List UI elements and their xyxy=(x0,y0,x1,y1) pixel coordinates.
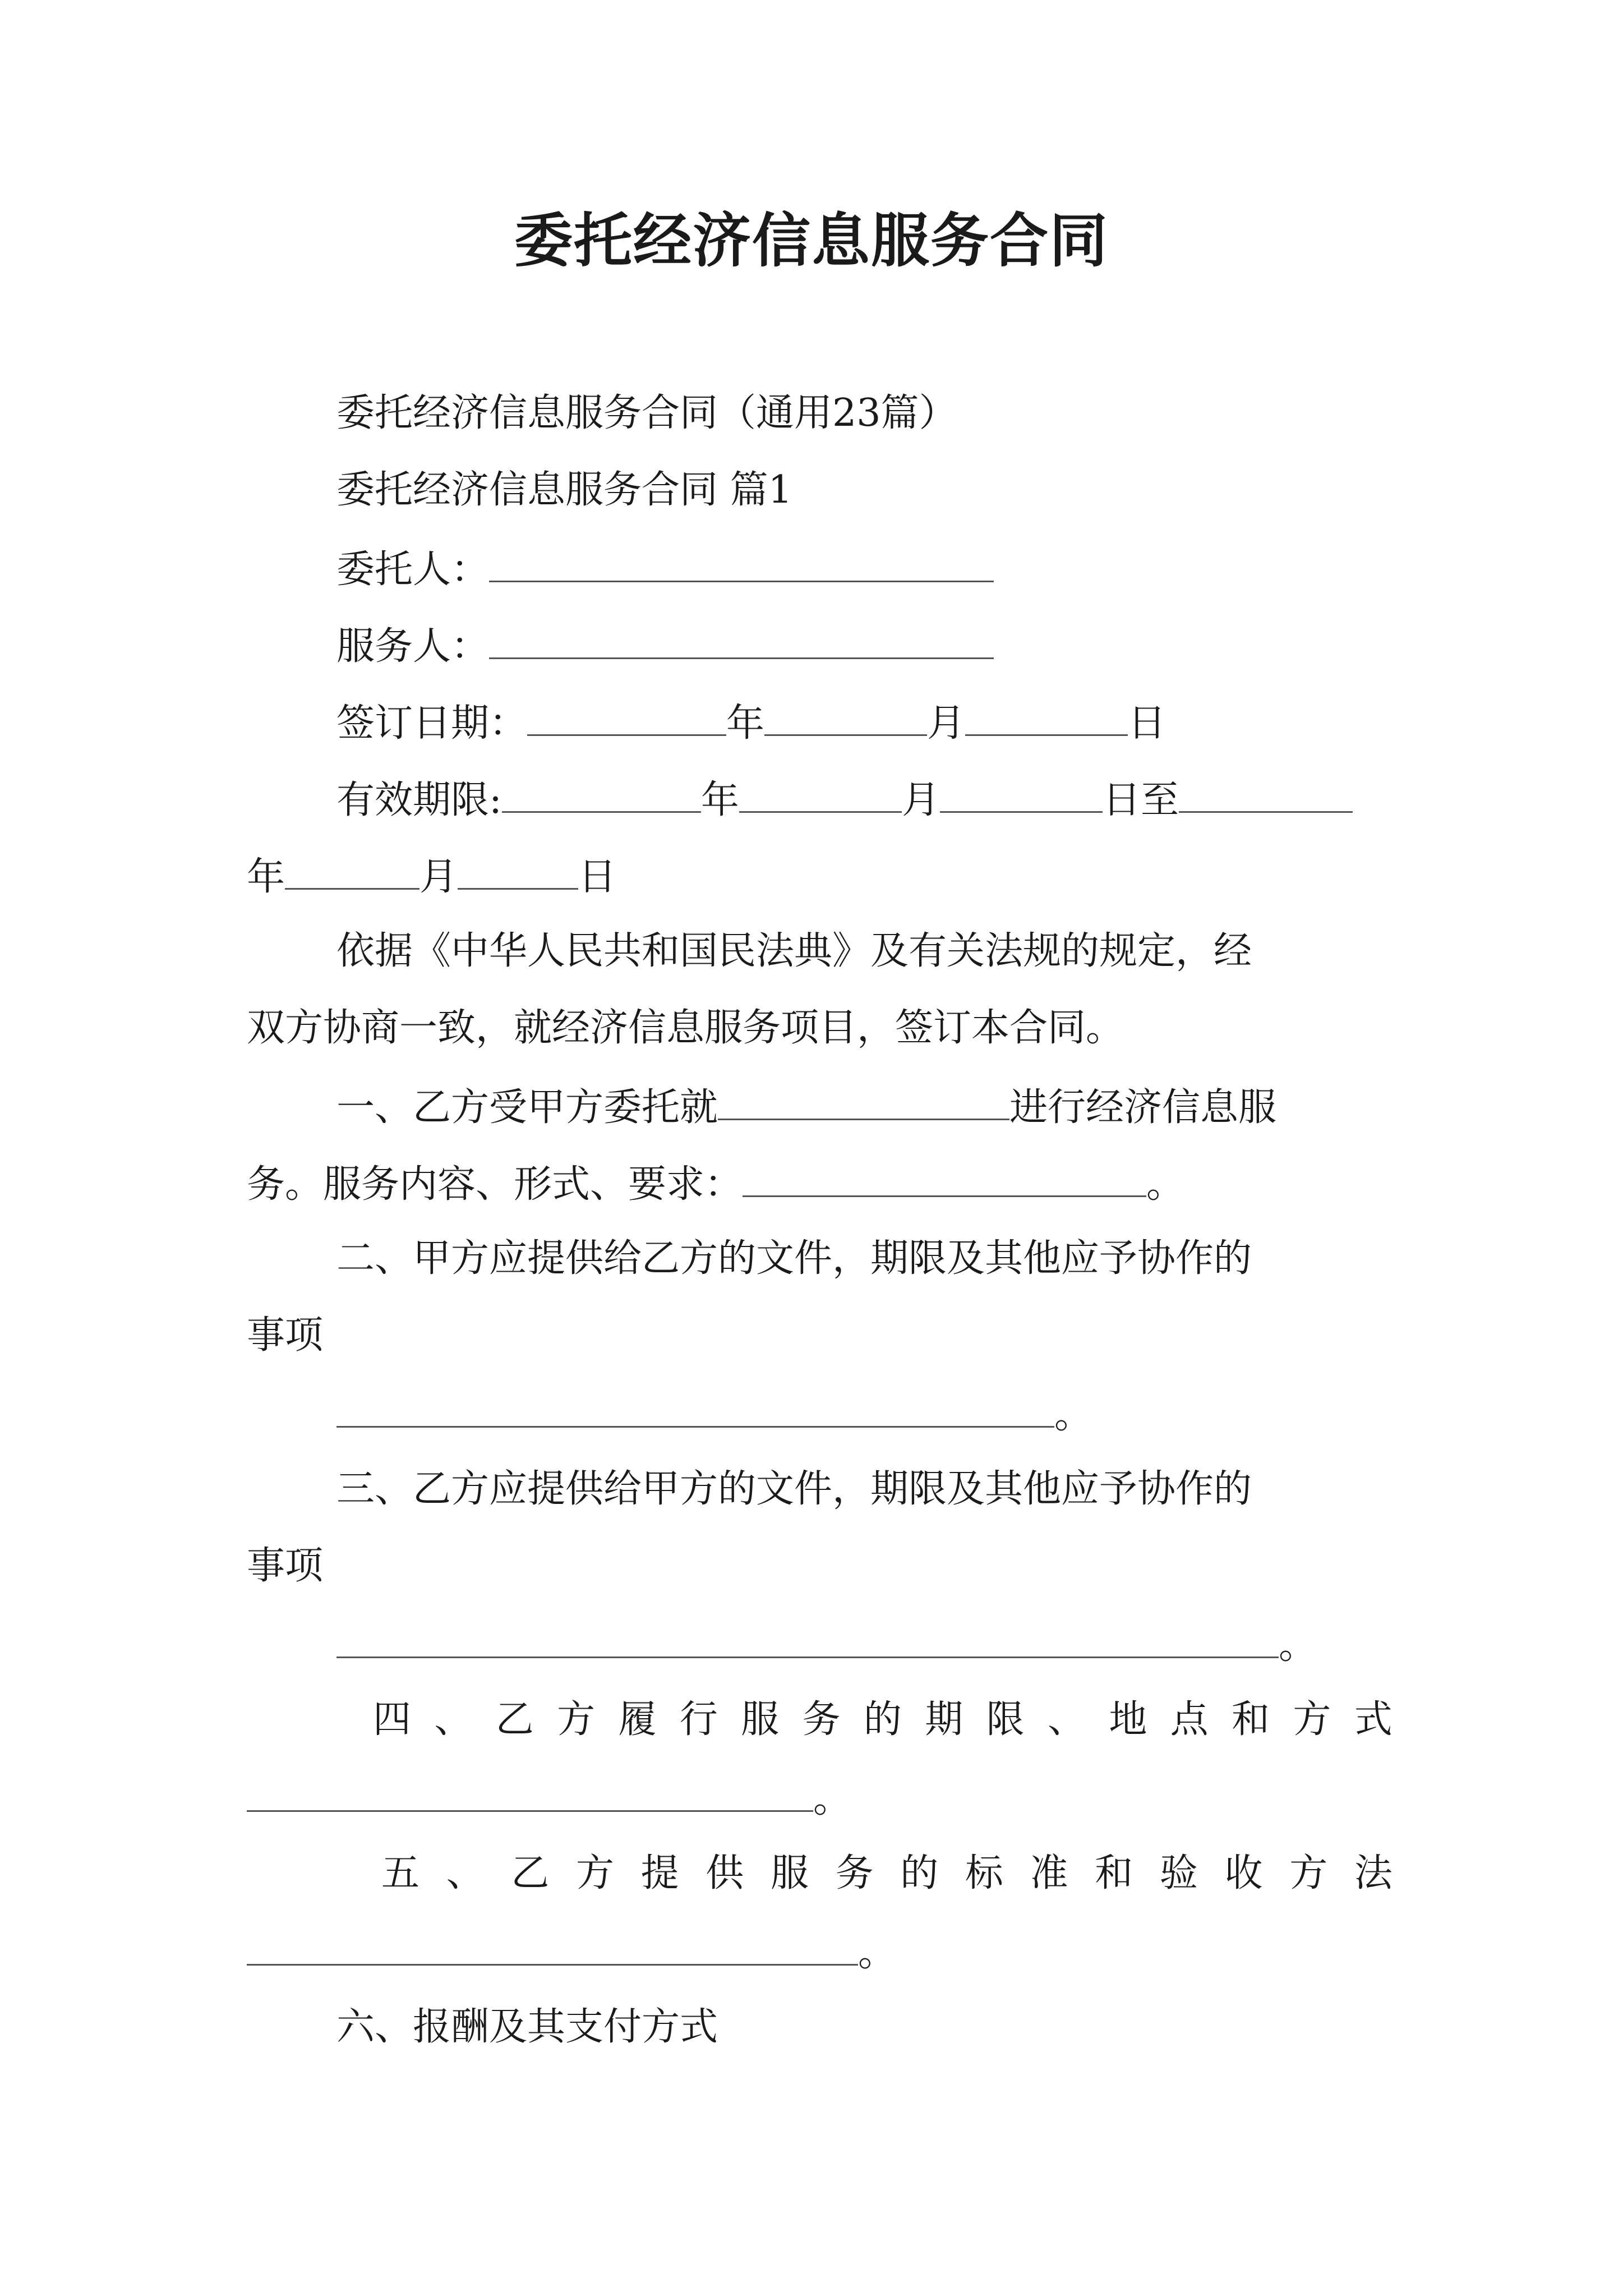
client-blank xyxy=(489,548,994,582)
clause-1-period: 。 xyxy=(1146,1162,1185,1207)
clause-5-char: 和 xyxy=(1095,1851,1133,1895)
sign-date-label: 签订日期： xyxy=(336,701,528,746)
clause-1-subject-blank xyxy=(718,1086,1009,1120)
clause-5-char: 验 xyxy=(1159,1851,1198,1895)
sign-day-blank xyxy=(965,702,1128,736)
clause-5-char: 服 xyxy=(770,1851,809,1895)
clause-5-heading xyxy=(381,1851,1393,1895)
clause-5-char: 方 xyxy=(1289,1851,1328,1895)
clause-2-blank-row xyxy=(336,1393,1093,1437)
clause-4-char: 期 xyxy=(925,1697,963,1742)
clause-4-char: 和 xyxy=(1232,1697,1270,1742)
clause-5-blank xyxy=(247,1931,858,1966)
clause-5-blank-row xyxy=(247,1931,897,1975)
validity-label: 有效期限: xyxy=(336,778,502,822)
clause-4-char: 履 xyxy=(618,1697,657,1742)
sign-date-row xyxy=(336,701,1166,746)
clause-4-char: 方 xyxy=(1293,1697,1331,1742)
clause-2-line-1: 二、甲方应提供给乙方的文件，期限及其他应予协作的 xyxy=(336,1236,1252,1281)
clause-5-char: 五 xyxy=(381,1851,420,1895)
clause-5-char: 准 xyxy=(1030,1851,1068,1895)
validity-start-day-blank xyxy=(940,779,1103,813)
clause-1-text-a: 一、乙方受甲方委托就 xyxy=(336,1085,718,1130)
validity-end-month-label: 月 xyxy=(419,855,458,899)
client-row xyxy=(336,547,994,592)
clause-2-blank xyxy=(336,1393,1054,1428)
clause-5-char: 供 xyxy=(706,1851,744,1895)
intro-line-2: 双方协商一致，就经济信息服务项目，签订本合同。 xyxy=(247,1006,1124,1050)
clause-1-text-b: 进行经济信息服 xyxy=(1009,1085,1277,1130)
validity-end-day-label: 日 xyxy=(578,855,617,899)
clause-4-char: 地 xyxy=(1109,1697,1147,1742)
validity-start-month-blank xyxy=(739,779,902,813)
sign-year-label: 年 xyxy=(726,701,765,746)
sign-month-label: 月 xyxy=(927,701,966,746)
intro-line-1: 依据《中华人民共和国民法典》及有关法规的规定，经 xyxy=(336,929,1252,973)
validity-end-day-blank xyxy=(458,855,578,890)
clause-5-char: 务 xyxy=(835,1851,874,1895)
provider-row xyxy=(336,624,994,669)
provider-label: 服务人： xyxy=(336,624,490,669)
validity-end-year-label: 年 xyxy=(247,855,285,899)
clause-5-char: 收 xyxy=(1224,1851,1263,1895)
clause-5-char: 的 xyxy=(900,1851,939,1895)
clause-1-row-1 xyxy=(336,1085,1277,1130)
sign-year-blank xyxy=(527,702,726,736)
clause-1-row-2 xyxy=(247,1162,1185,1207)
validity-start-year-blank xyxy=(502,779,701,813)
clause-5-char: 、 xyxy=(446,1851,485,1895)
validity-start-year-label: 年 xyxy=(700,778,739,822)
clause-4-char: 行 xyxy=(679,1697,718,1742)
section-heading: 委托经济信息服务合同 篇1 xyxy=(336,468,792,512)
validity-end-month-blank xyxy=(285,855,419,890)
clause-3-line-1: 三、乙方应提供给甲方的文件，期限及其他应予协作的 xyxy=(336,1467,1252,1511)
clause-4-blank-row xyxy=(247,1778,851,1819)
clause-4-char: 四 xyxy=(373,1697,412,1742)
clause-3-line-2: 事项 xyxy=(247,1544,324,1588)
clause-4-char: 、 xyxy=(1047,1697,1086,1742)
clause-4-char: 务 xyxy=(802,1697,841,1742)
document-title: 委托经济信息服务合同 xyxy=(514,206,1109,275)
clause-5-char: 方 xyxy=(575,1851,614,1895)
sign-day-label: 日 xyxy=(1128,701,1166,746)
clause-4-char: 点 xyxy=(1170,1697,1209,1742)
document-subtitle: 委托经济信息服务合同（通用23篇） xyxy=(336,391,957,435)
clause-1-text-c: 务。服务内容、形式、要求： xyxy=(247,1162,743,1207)
validity-row xyxy=(336,779,1353,820)
clause-4-char: 方 xyxy=(557,1697,596,1742)
clause-4-char: 服 xyxy=(741,1697,780,1742)
clause-5-char: 乙 xyxy=(511,1851,550,1895)
clause-5-char: 标 xyxy=(965,1851,1003,1895)
sign-month-blank xyxy=(764,702,927,736)
clause-4-heading xyxy=(373,1697,1393,1742)
clause-4-char: 式 xyxy=(1354,1697,1393,1742)
clause-2-period: 。 xyxy=(1054,1393,1093,1437)
clause-3-blank-row xyxy=(336,1623,1317,1668)
clause-3-period: 。 xyxy=(1279,1623,1317,1668)
validity-end-row xyxy=(247,855,617,899)
clause-4-blank xyxy=(247,1778,813,1812)
clause-5-period: 。 xyxy=(858,1931,897,1975)
validity-start-day-label: 日至 xyxy=(1102,778,1179,822)
clause-5-char: 法 xyxy=(1354,1851,1393,1895)
clause-4-char: 的 xyxy=(863,1697,902,1742)
validity-end-year-blank xyxy=(1179,779,1353,813)
clause-4-char: 限 xyxy=(986,1697,1025,1742)
client-label: 委托人： xyxy=(336,547,490,592)
clause-3-blank xyxy=(336,1624,1279,1658)
validity-start-month-label: 月 xyxy=(901,778,940,822)
clause-2-line-2: 事项 xyxy=(247,1313,324,1358)
provider-blank xyxy=(489,625,994,659)
clause-4-period: 。 xyxy=(813,1777,852,1821)
clause-6-heading: 六、报酬及其支付方式 xyxy=(336,2005,718,2049)
clause-5-char: 提 xyxy=(640,1851,679,1895)
clause-4-char: 乙 xyxy=(495,1697,534,1742)
clause-1-requirements-blank xyxy=(743,1163,1146,1197)
clause-4-char: 、 xyxy=(434,1697,473,1742)
